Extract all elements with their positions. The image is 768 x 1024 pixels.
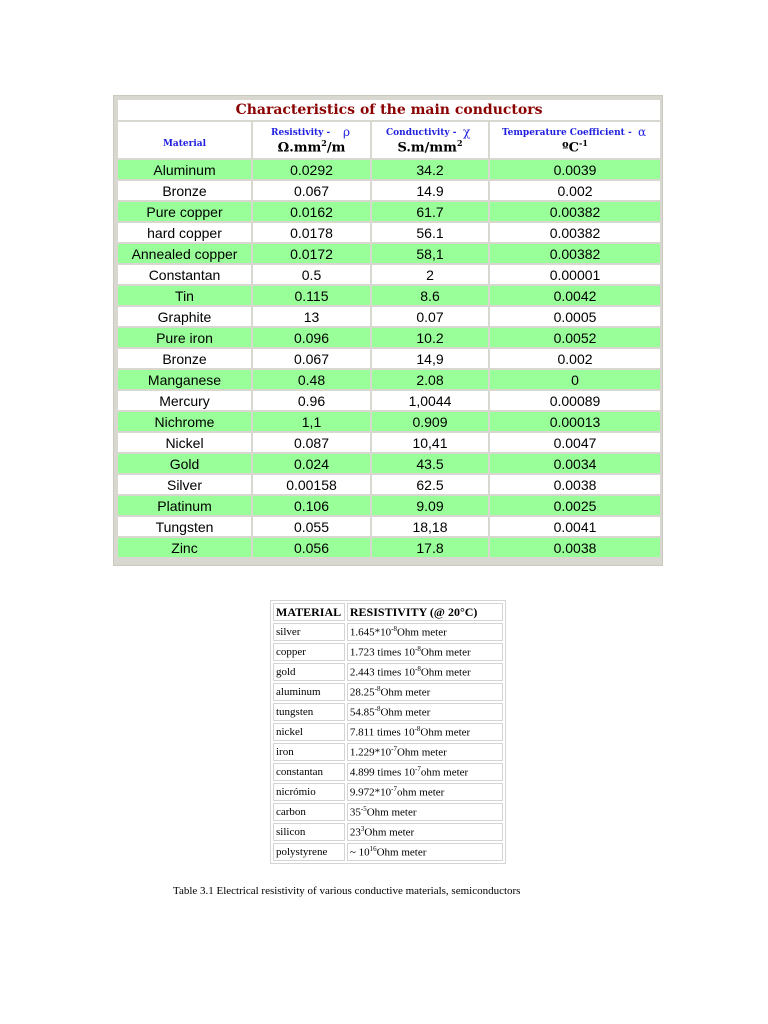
cell-resistivity: 0.96 (253, 391, 370, 410)
header-tempcoef-unit: ºC$^{-1}$ (562, 137, 588, 155)
cell-conductivity: 2 (372, 265, 488, 284)
cell-tempcoef: 0 (490, 370, 660, 389)
header-material (118, 122, 251, 158)
table-row (273, 783, 503, 801)
cell-conductivity: 2.08 (372, 370, 488, 389)
cell-material: Graphite (118, 307, 251, 326)
header-tempcoef-label: Temperature Coefficient - (502, 128, 632, 138)
cell-conductivity: 0.909 (372, 412, 488, 431)
cell-material: carbon (273, 803, 345, 821)
cell-conductivity: 1,0044 (372, 391, 488, 410)
cell-conductivity: 17.8 (372, 538, 488, 557)
cell-conductivity: 9.09 (372, 496, 488, 515)
cell-material: Constantan (118, 265, 251, 284)
cell-resistivity: 0.096 (253, 328, 370, 347)
cell-conductivity: 43.5 (372, 454, 488, 473)
table-row (273, 803, 503, 821)
cell-resistivity: $1.229*10^{-7}Ohm$ meter (347, 743, 503, 761)
table-row (118, 202, 660, 221)
cell-material: polystyrene (273, 843, 345, 861)
table-row (273, 823, 503, 841)
cell-material: nicrómio (273, 783, 345, 801)
cell-resistivity: 0.5 (253, 265, 370, 284)
table-row (118, 496, 660, 515)
conductors-table (116, 98, 662, 559)
cell-material: silver (273, 623, 345, 641)
header-resistivity (253, 122, 370, 158)
cell-resistivity: 7.811 times $10^{-8}Ohm$ meter (347, 723, 503, 741)
cell-resistivity: $28.25^{-8}Ohm$ meter (347, 683, 503, 701)
cell-material: Nichrome (118, 412, 251, 431)
cell-tempcoef: 0.002 (490, 349, 660, 368)
table-row (273, 763, 503, 781)
table-row (118, 391, 660, 410)
cell-material: iron (273, 743, 345, 761)
header-resistivity-column: RESISTIVITY (@ 20°C) (347, 603, 503, 621)
cell-resistivity: 0.106 (253, 496, 370, 515)
cell-tempcoef: 0.00382 (490, 202, 660, 221)
conductors-table-title: Characteristics of the main conductors (118, 100, 660, 120)
cell-material: tungsten (273, 703, 345, 721)
table-row (118, 160, 660, 179)
table-row (118, 244, 660, 263)
cell-resistivity: 0.024 (253, 454, 370, 473)
cell-material: Annealed copper (118, 244, 251, 263)
cell-material: constantan (273, 763, 345, 781)
alpha-symbol: α (638, 125, 647, 139)
cell-tempcoef: 0.0042 (490, 286, 660, 305)
cell-conductivity: 61.7 (372, 202, 488, 221)
cell-conductivity: 8.6 (372, 286, 488, 305)
header-resistivity-unit: $\Omega.mm^2/m$ (277, 137, 346, 155)
cell-resistivity: $23^3Ohm$ meter (347, 823, 503, 841)
cell-material: silicon (273, 823, 345, 841)
table-row (118, 286, 660, 305)
cell-tempcoef: 0.0038 (490, 538, 660, 557)
rho-symbol: ρ (343, 125, 351, 139)
table-row (273, 683, 503, 701)
header-conductivity-unit: $S.m/mm^2$ (397, 137, 463, 155)
cell-material: Gold (118, 454, 251, 473)
table-row (118, 349, 660, 368)
cell-resistivity: 0.0178 (253, 223, 370, 242)
cell-resistivity: 1,1 (253, 412, 370, 431)
cell-tempcoef: 0.0034 (490, 454, 660, 473)
cell-conductivity: 34.2 (372, 160, 488, 179)
cell-tempcoef: 0.0039 (490, 160, 660, 179)
cell-material: Aluminum (118, 160, 251, 179)
cell-material: Pure iron (118, 328, 251, 347)
cell-material: hard copper (118, 223, 251, 242)
table-row (273, 663, 503, 681)
cell-material: aluminum (273, 683, 345, 701)
cell-tempcoef: 0.00001 (490, 265, 660, 284)
table-row (118, 370, 660, 389)
cell-resistivity: 2.443 times $10^{-8}Ohm$ meter (347, 663, 503, 681)
table-row (118, 223, 660, 242)
cell-resistivity: $54.85^{-8}Ohm$ meter (347, 703, 503, 721)
table-row (118, 181, 660, 200)
cell-resistivity: $35^{-5}Ohm$ meter (347, 803, 503, 821)
cell-material: Tin (118, 286, 251, 305)
table-row (273, 643, 503, 661)
cell-resistivity: 0.115 (253, 286, 370, 305)
cell-material: Platinum (118, 496, 251, 515)
cell-material: Zinc (118, 538, 251, 557)
cell-tempcoef: 0.0052 (490, 328, 660, 347)
cell-resistivity: 0.055 (253, 517, 370, 536)
cell-conductivity: 58,1 (372, 244, 488, 263)
cell-material: Silver (118, 475, 251, 494)
cell-resistivity: $1.645*10^{-8}Ohm$ meter (347, 623, 503, 641)
cell-tempcoef: 0.0005 (490, 307, 660, 326)
conductors-table-frame (113, 95, 663, 566)
cell-material: Bronze (118, 349, 251, 368)
chi-symbol: χ (463, 125, 471, 139)
resistivity-table (270, 600, 506, 864)
cell-conductivity: 14.9 (372, 181, 488, 200)
table-row (118, 454, 660, 473)
cell-resistivity: 0.48 (253, 370, 370, 389)
cell-resistivity: 13 (253, 307, 370, 326)
table-row (118, 412, 660, 431)
header-resistivity-label: Resistivity - (271, 128, 331, 138)
table-caption: Table 3.1 Electrical resistivity of various conductive materials, semiconductors (173, 885, 521, 897)
cell-material: Mercury (118, 391, 251, 410)
cell-resistivity: 0.0292 (253, 160, 370, 179)
cell-resistivity: $9.972*10^{-7}ohm$ meter (347, 783, 503, 801)
cell-material: Manganese (118, 370, 251, 389)
cell-conductivity: 62.5 (372, 475, 488, 494)
table-row (118, 538, 660, 557)
cell-resistivity: 0.067 (253, 181, 370, 200)
cell-tempcoef: 0.00382 (490, 244, 660, 263)
cell-tempcoef: 0.00382 (490, 223, 660, 242)
cell-tempcoef: 0.0041 (490, 517, 660, 536)
table-row (273, 743, 503, 761)
cell-resistivity: 0.0162 (253, 202, 370, 221)
cell-tempcoef: 0.0047 (490, 433, 660, 452)
cell-conductivity: 10.2 (372, 328, 488, 347)
table-row (118, 475, 660, 494)
cell-resistivity: 0.087 (253, 433, 370, 452)
cell-material: Bronze (118, 181, 251, 200)
cell-material: copper (273, 643, 345, 661)
table-row (118, 307, 660, 326)
cell-conductivity: 56.1 (372, 223, 488, 242)
header-conductivity (372, 122, 488, 158)
cell-resistivity: ~ $10^{16}Ohm$ meter (347, 843, 503, 861)
cell-material: Tungsten (118, 517, 251, 536)
cell-tempcoef: 0.002 (490, 181, 660, 200)
cell-resistivity: 0.067 (253, 349, 370, 368)
cell-tempcoef: 0.00013 (490, 412, 660, 431)
table-row (118, 265, 660, 284)
cell-resistivity: 1.723 times $10^{-8}Ohm$ meter (347, 643, 503, 661)
table-row (273, 843, 503, 861)
table-row (118, 328, 660, 347)
cell-conductivity: 0.07 (372, 307, 488, 326)
cell-resistivity: 0.00158 (253, 475, 370, 494)
cell-conductivity: 14,9 (372, 349, 488, 368)
cell-resistivity: 0.056 (253, 538, 370, 557)
cell-tempcoef: 0.0025 (490, 496, 660, 515)
header-material-label: Material (162, 138, 207, 149)
cell-conductivity: 10,41 (372, 433, 488, 452)
table-row (118, 433, 660, 452)
header-conductivity-label: Conductivity - (386, 128, 457, 138)
cell-resistivity: 0.0172 (253, 244, 370, 263)
cell-conductivity: 18,18 (372, 517, 488, 536)
table-row (273, 703, 503, 721)
header-temperature-coefficient (490, 122, 660, 158)
table-row (273, 623, 503, 641)
cell-resistivity: 4.899 times $10^{-7}ohm$ meter (347, 763, 503, 781)
cell-tempcoef: 0.00089 (490, 391, 660, 410)
cell-material: Nickel (118, 433, 251, 452)
cell-material: nickel (273, 723, 345, 741)
table-row (273, 723, 503, 741)
cell-material: gold (273, 663, 345, 681)
header-material-column: MATERIAL (273, 603, 345, 621)
table-row (118, 517, 660, 536)
cell-tempcoef: 0.0038 (490, 475, 660, 494)
cell-material: Pure copper (118, 202, 251, 221)
